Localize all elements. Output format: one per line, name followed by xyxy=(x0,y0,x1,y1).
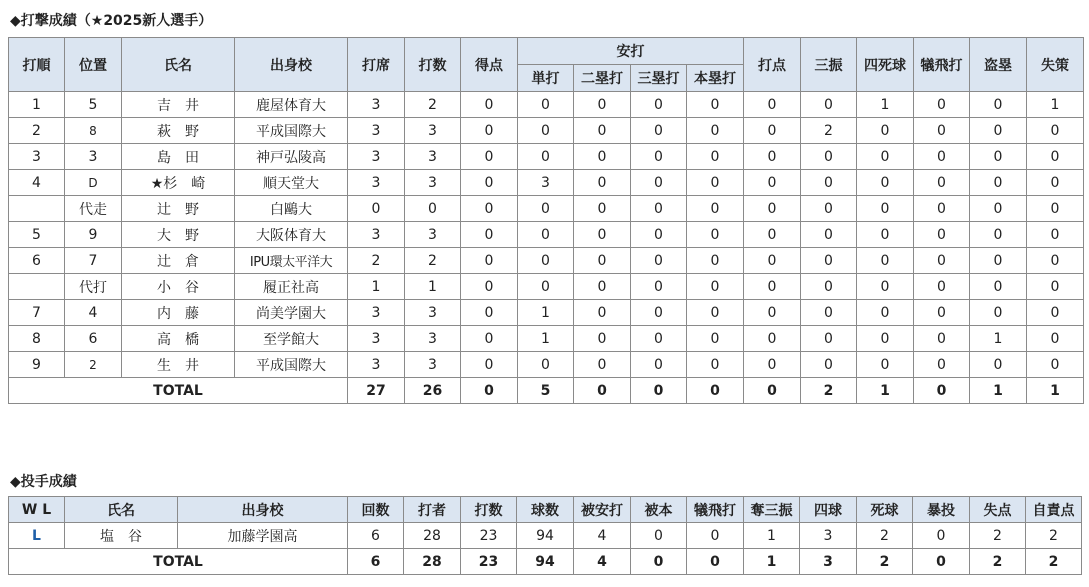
stat-sac-cell: 0 xyxy=(914,144,970,170)
pitch-stat-sac-cell: 0 xyxy=(687,523,744,549)
pitch-stat-hits-cell: 4 xyxy=(574,523,631,549)
stat-double-cell: 0 xyxy=(574,352,631,378)
stat-triple-cell: 0 xyxy=(631,170,687,196)
stat-hr-cell: 0 xyxy=(687,352,744,378)
stat-sb-cell: 0 xyxy=(970,118,1027,144)
table-row xyxy=(9,118,1084,144)
header-hits-group: 安打 xyxy=(518,38,744,65)
player-name-cell: 辻 倉 xyxy=(122,248,235,274)
header-earned-runs: 自責点 xyxy=(1026,497,1082,523)
stat-sb-cell: 0 xyxy=(970,248,1027,274)
header-hr: 本塁打 xyxy=(687,65,744,92)
stat-so-cell: 2 xyxy=(801,118,857,144)
table-row xyxy=(9,523,1082,549)
pitch-total-er-cell: 2 xyxy=(1026,549,1082,575)
player-name-cell: 吉 井 xyxy=(122,92,235,118)
player-name-cell: ★杉 崎 xyxy=(122,170,235,196)
batting-order-cell: 5 xyxy=(9,222,65,248)
stat-rbi-cell: 0 xyxy=(744,274,801,300)
stat-ab-cell: 1 xyxy=(405,274,461,300)
stat-triple-cell: 0 xyxy=(631,300,687,326)
stat-ab-cell: 3 xyxy=(405,118,461,144)
stat-rbi-cell: 0 xyxy=(744,144,801,170)
stat-rbi-cell: 0 xyxy=(744,170,801,196)
pitch-total-hits-cell: 4 xyxy=(574,549,631,575)
stat-sb-cell: 0 xyxy=(970,222,1027,248)
header-triple: 三塁打 xyxy=(631,65,687,92)
stat-pa-cell: 2 xyxy=(348,248,405,274)
position-cell: 3 xyxy=(65,144,122,170)
header-position: 位置 xyxy=(65,38,122,92)
stat-single-cell: 0 xyxy=(518,196,574,222)
header-name: 氏名 xyxy=(122,38,235,92)
header-so: 三振 xyxy=(801,38,857,92)
player-name-cell: 萩 野 xyxy=(122,118,235,144)
stat-single-cell: 0 xyxy=(518,222,574,248)
stat-hr-cell: 0 xyxy=(687,144,744,170)
stat-bb-cell: 0 xyxy=(857,144,914,170)
stat-triple-cell: 0 xyxy=(631,118,687,144)
pitch-total-ab-cell: 23 xyxy=(461,549,517,575)
stat-double-cell: 0 xyxy=(574,144,631,170)
batting-total-row xyxy=(9,378,1084,404)
stat-ab-cell: 3 xyxy=(405,222,461,248)
table-row xyxy=(9,300,1084,326)
stat-bb-cell: 0 xyxy=(857,300,914,326)
stat-bb-cell: 0 xyxy=(857,196,914,222)
header-single: 単打 xyxy=(518,65,574,92)
stat-runs-cell: 0 xyxy=(461,352,518,378)
stat-bb-cell: 0 xyxy=(857,248,914,274)
school-cell: 白鷗大 xyxy=(235,196,348,222)
position-cell: 4 xyxy=(65,300,122,326)
batting-order-cell xyxy=(9,274,65,300)
player-name-cell: 高 橋 xyxy=(122,326,235,352)
pitching-section-title: ◆投手成績 xyxy=(10,474,77,490)
player-name-cell: 内 藤 xyxy=(122,300,235,326)
stat-err-cell: 0 xyxy=(1027,170,1084,196)
stat-pa-cell: 3 xyxy=(348,352,405,378)
player-name-cell: 大 野 xyxy=(122,222,235,248)
stat-rbi-cell: 0 xyxy=(744,300,801,326)
total-sb-cell: 1 xyxy=(970,378,1027,404)
header-pitcher-name: 氏名 xyxy=(65,497,178,523)
stat-hr-cell: 0 xyxy=(687,92,744,118)
position-cell: 5 xyxy=(65,92,122,118)
total-runs-cell: 0 xyxy=(461,378,518,404)
stat-err-cell: 0 xyxy=(1027,274,1084,300)
stat-err-cell: 0 xyxy=(1027,352,1084,378)
pitch-stat-pitches-cell: 94 xyxy=(517,523,574,549)
stat-single-cell: 0 xyxy=(518,248,574,274)
stat-runs-cell: 0 xyxy=(461,196,518,222)
pitch-stat-hr-cell: 0 xyxy=(631,523,687,549)
header-ip: 回数 xyxy=(348,497,404,523)
header-wl: W L xyxy=(9,497,65,523)
stat-rbi-cell: 0 xyxy=(744,222,801,248)
player-name-cell: 生 井 xyxy=(122,352,235,378)
school-cell: 尚美学園大 xyxy=(235,300,348,326)
stat-sb-cell: 0 xyxy=(970,144,1027,170)
stat-bb-cell: 0 xyxy=(857,118,914,144)
stat-rbi-cell: 0 xyxy=(744,118,801,144)
total-pa-cell: 27 xyxy=(348,378,405,404)
total-rbi-cell: 0 xyxy=(744,378,801,404)
header-hits-allowed: 被安打 xyxy=(574,497,631,523)
header-ab: 打数 xyxy=(405,38,461,92)
stat-bb-cell: 0 xyxy=(857,170,914,196)
stat-so-cell: 0 xyxy=(801,196,857,222)
batting-order-cell: 7 xyxy=(9,300,65,326)
position-cell: 代打 xyxy=(65,274,122,300)
pitch-total-sac-cell: 0 xyxy=(687,549,744,575)
stat-runs-cell: 0 xyxy=(461,326,518,352)
stat-single-cell: 0 xyxy=(518,274,574,300)
position-cell: D xyxy=(65,170,122,196)
header-pitches: 球数 xyxy=(517,497,574,523)
stat-single-cell: 1 xyxy=(518,326,574,352)
stat-double-cell: 0 xyxy=(574,170,631,196)
stat-sac-cell: 0 xyxy=(914,326,970,352)
stat-pa-cell: 3 xyxy=(348,118,405,144)
stat-sb-cell: 0 xyxy=(970,92,1027,118)
stat-double-cell: 0 xyxy=(574,196,631,222)
stat-hr-cell: 0 xyxy=(687,248,744,274)
pitch-total-ip-cell: 6 xyxy=(348,549,404,575)
stat-sac-cell: 0 xyxy=(914,92,970,118)
stat-err-cell: 0 xyxy=(1027,248,1084,274)
stat-single-cell: 3 xyxy=(518,170,574,196)
total-hr-cell: 0 xyxy=(687,378,744,404)
stat-sb-cell: 0 xyxy=(970,170,1027,196)
pitching-total-row xyxy=(9,549,1082,575)
stat-double-cell: 0 xyxy=(574,118,631,144)
total-single-cell: 5 xyxy=(518,378,574,404)
stat-single-cell: 0 xyxy=(518,352,574,378)
header-sac: 犠飛打 xyxy=(914,38,970,92)
stat-double-cell: 0 xyxy=(574,274,631,300)
header-err: 失策 xyxy=(1027,38,1084,92)
player-name-cell: 島 田 xyxy=(122,144,235,170)
pitch-total-runs-cell: 2 xyxy=(970,549,1026,575)
stat-runs-cell: 0 xyxy=(461,144,518,170)
total-ab-cell: 26 xyxy=(405,378,461,404)
stat-so-cell: 0 xyxy=(801,274,857,300)
header-strikeouts: 奪三振 xyxy=(744,497,800,523)
pitcher-name-cell: 塩 谷 xyxy=(65,523,178,549)
stat-runs-cell: 0 xyxy=(461,92,518,118)
stat-triple-cell: 0 xyxy=(631,92,687,118)
stat-sac-cell: 0 xyxy=(914,352,970,378)
batting-order-cell: 9 xyxy=(9,352,65,378)
stat-ab-cell: 2 xyxy=(405,92,461,118)
stat-runs-cell: 0 xyxy=(461,118,518,144)
stat-single-cell: 0 xyxy=(518,144,574,170)
batting-order-cell: 1 xyxy=(9,92,65,118)
stat-hr-cell: 0 xyxy=(687,326,744,352)
pitch-stat-wp-cell: 0 xyxy=(913,523,970,549)
stat-triple-cell: 0 xyxy=(631,222,687,248)
pitching-body xyxy=(9,523,1082,575)
stat-runs-cell: 0 xyxy=(461,170,518,196)
stat-sac-cell: 0 xyxy=(914,170,970,196)
stat-pa-cell: 3 xyxy=(348,326,405,352)
stat-so-cell: 0 xyxy=(801,248,857,274)
stat-sb-cell: 0 xyxy=(970,196,1027,222)
stat-ab-cell: 2 xyxy=(405,248,461,274)
stat-hr-cell: 0 xyxy=(687,222,744,248)
stat-bb-cell: 0 xyxy=(857,326,914,352)
stat-single-cell: 1 xyxy=(518,300,574,326)
total-double-cell: 0 xyxy=(574,378,631,404)
stat-runs-cell: 0 xyxy=(461,274,518,300)
stat-sac-cell: 0 xyxy=(914,274,970,300)
stat-pa-cell: 3 xyxy=(348,92,405,118)
stat-rbi-cell: 0 xyxy=(744,92,801,118)
stat-bb-cell: 0 xyxy=(857,352,914,378)
total-triple-cell: 0 xyxy=(631,378,687,404)
header-sb: 盗塁 xyxy=(970,38,1027,92)
school-cell: IPU環太平洋大 xyxy=(235,248,348,274)
table-row xyxy=(9,92,1084,118)
stat-sb-cell: 1 xyxy=(970,326,1027,352)
school-cell: 順天堂大 xyxy=(235,170,348,196)
header-hbp: 死球 xyxy=(857,497,913,523)
stat-pa-cell: 3 xyxy=(348,300,405,326)
stat-triple-cell: 0 xyxy=(631,352,687,378)
stat-hr-cell: 0 xyxy=(687,118,744,144)
stat-hr-cell: 0 xyxy=(687,274,744,300)
stat-err-cell: 0 xyxy=(1027,300,1084,326)
stat-single-cell: 0 xyxy=(518,118,574,144)
pitching-table xyxy=(8,496,1082,575)
header-runs: 得点 xyxy=(461,38,518,92)
stat-so-cell: 0 xyxy=(801,300,857,326)
table-row xyxy=(9,352,1084,378)
stat-err-cell: 1 xyxy=(1027,92,1084,118)
table-row xyxy=(9,196,1084,222)
stat-ab-cell: 3 xyxy=(405,170,461,196)
table-row xyxy=(9,326,1084,352)
stat-hr-cell: 0 xyxy=(687,300,744,326)
stat-so-cell: 0 xyxy=(801,222,857,248)
header-rbi: 打点 xyxy=(744,38,801,92)
stat-double-cell: 0 xyxy=(574,300,631,326)
batting-order-cell: 8 xyxy=(9,326,65,352)
stat-bb-cell: 1 xyxy=(857,92,914,118)
pitch-total-hr-cell: 0 xyxy=(631,549,687,575)
stat-sac-cell: 0 xyxy=(914,196,970,222)
stat-err-cell: 0 xyxy=(1027,144,1084,170)
school-cell: 神戸弘陵高 xyxy=(235,144,348,170)
position-cell: 8 xyxy=(65,118,122,144)
pitching-total-label: TOTAL xyxy=(9,549,348,575)
pitcher-school-cell: 加藤学園高 xyxy=(178,523,348,549)
stat-so-cell: 0 xyxy=(801,92,857,118)
header-double: 二塁打 xyxy=(574,65,631,92)
stat-err-cell: 0 xyxy=(1027,222,1084,248)
stat-double-cell: 0 xyxy=(574,326,631,352)
total-sac-cell: 0 xyxy=(914,378,970,404)
batting-order-cell xyxy=(9,196,65,222)
pitch-stat-er-cell: 2 xyxy=(1026,523,1082,549)
stat-runs-cell: 0 xyxy=(461,300,518,326)
player-name-cell: 辻 野 xyxy=(122,196,235,222)
batting-total-label: TOTAL xyxy=(9,378,348,404)
header-bb: 四死球 xyxy=(857,38,914,92)
stat-ab-cell: 3 xyxy=(405,144,461,170)
stat-runs-cell: 0 xyxy=(461,248,518,274)
position-cell: 9 xyxy=(65,222,122,248)
stat-so-cell: 0 xyxy=(801,144,857,170)
stat-double-cell: 0 xyxy=(574,248,631,274)
batting-order-cell: 3 xyxy=(9,144,65,170)
stat-pa-cell: 3 xyxy=(348,144,405,170)
stat-bb-cell: 0 xyxy=(857,274,914,300)
stat-double-cell: 0 xyxy=(574,222,631,248)
total-err-cell: 1 xyxy=(1027,378,1084,404)
stat-sac-cell: 0 xyxy=(914,222,970,248)
stat-sac-cell: 0 xyxy=(914,118,970,144)
batting-section-title: ◆打撃成績（★2025新人選手） xyxy=(10,13,213,29)
stat-ab-cell: 3 xyxy=(405,300,461,326)
stat-hr-cell: 0 xyxy=(687,170,744,196)
stat-ab-cell: 3 xyxy=(405,326,461,352)
stat-rbi-cell: 0 xyxy=(744,352,801,378)
stat-err-cell: 0 xyxy=(1027,118,1084,144)
stat-sb-cell: 0 xyxy=(970,274,1027,300)
total-so-cell: 2 xyxy=(801,378,857,404)
stat-runs-cell: 0 xyxy=(461,222,518,248)
header-pitcher-ab: 打数 xyxy=(461,497,517,523)
pitch-stat-ab-cell: 23 xyxy=(461,523,517,549)
stat-rbi-cell: 0 xyxy=(744,326,801,352)
school-cell: 平成国際大 xyxy=(235,352,348,378)
batting-order-cell: 6 xyxy=(9,248,65,274)
header-pa: 打席 xyxy=(348,38,405,92)
stat-so-cell: 0 xyxy=(801,352,857,378)
stat-ab-cell: 3 xyxy=(405,352,461,378)
batting-table xyxy=(8,37,1084,404)
stat-pa-cell: 0 xyxy=(348,196,405,222)
stat-ab-cell: 0 xyxy=(405,196,461,222)
stat-triple-cell: 0 xyxy=(631,274,687,300)
pitch-total-hbp-cell: 2 xyxy=(857,549,913,575)
table-row xyxy=(9,170,1084,196)
stat-triple-cell: 0 xyxy=(631,196,687,222)
stat-so-cell: 0 xyxy=(801,326,857,352)
pitch-total-so-cell: 1 xyxy=(744,549,800,575)
table-row xyxy=(9,274,1084,300)
stat-sac-cell: 0 xyxy=(914,248,970,274)
stat-bb-cell: 0 xyxy=(857,222,914,248)
batting-order-cell: 2 xyxy=(9,118,65,144)
header-hr-allowed: 被本 xyxy=(631,497,687,523)
pitch-total-wp-cell: 0 xyxy=(913,549,970,575)
batting-order-cell: 4 xyxy=(9,170,65,196)
stat-double-cell: 0 xyxy=(574,92,631,118)
batting-body xyxy=(9,92,1084,404)
stat-pa-cell: 3 xyxy=(348,222,405,248)
pitch-stat-ip-cell: 6 xyxy=(348,523,404,549)
stat-triple-cell: 0 xyxy=(631,326,687,352)
stat-sb-cell: 0 xyxy=(970,352,1027,378)
stat-rbi-cell: 0 xyxy=(744,196,801,222)
header-school: 出身校 xyxy=(235,38,348,92)
stat-pa-cell: 1 xyxy=(348,274,405,300)
position-cell: 代走 xyxy=(65,196,122,222)
position-cell: 7 xyxy=(65,248,122,274)
header-runs-allowed: 失点 xyxy=(970,497,1026,523)
stat-err-cell: 0 xyxy=(1027,196,1084,222)
stat-so-cell: 0 xyxy=(801,170,857,196)
table-row xyxy=(9,144,1084,170)
school-cell: 履正社高 xyxy=(235,274,348,300)
player-name-cell: 小 谷 xyxy=(122,274,235,300)
pitch-stat-so-cell: 1 xyxy=(744,523,800,549)
stat-pa-cell: 3 xyxy=(348,170,405,196)
position-cell: 6 xyxy=(65,326,122,352)
stat-triple-cell: 0 xyxy=(631,248,687,274)
school-cell: 鹿屋体育大 xyxy=(235,92,348,118)
stat-err-cell: 0 xyxy=(1027,326,1084,352)
pitch-total-bb-cell: 3 xyxy=(800,549,857,575)
total-bb-cell: 1 xyxy=(857,378,914,404)
pitch-stat-bf-cell: 28 xyxy=(404,523,461,549)
school-cell: 大阪体育大 xyxy=(235,222,348,248)
school-cell: 平成国際大 xyxy=(235,118,348,144)
stat-sb-cell: 0 xyxy=(970,300,1027,326)
table-row xyxy=(9,222,1084,248)
header-bf: 打者 xyxy=(404,497,461,523)
pitch-total-pitches-cell: 94 xyxy=(517,549,574,575)
header-wild-pitch: 暴投 xyxy=(913,497,970,523)
win-loss-cell: L xyxy=(9,523,65,549)
header-order: 打順 xyxy=(9,38,65,92)
pitch-stat-hbp-cell: 2 xyxy=(857,523,913,549)
pitch-total-bf-cell: 28 xyxy=(404,549,461,575)
pitch-stat-bb-cell: 3 xyxy=(800,523,857,549)
pitch-stat-runs-cell: 2 xyxy=(970,523,1026,549)
school-cell: 至学館大 xyxy=(235,326,348,352)
stat-sac-cell: 0 xyxy=(914,300,970,326)
stat-rbi-cell: 0 xyxy=(744,248,801,274)
stat-triple-cell: 0 xyxy=(631,144,687,170)
stat-single-cell: 0 xyxy=(518,92,574,118)
position-cell: 2 xyxy=(65,352,122,378)
header-pitcher-school: 出身校 xyxy=(178,497,348,523)
header-walks: 四球 xyxy=(800,497,857,523)
stat-hr-cell: 0 xyxy=(687,196,744,222)
table-row xyxy=(9,248,1084,274)
header-pitcher-sac: 犠飛打 xyxy=(687,497,744,523)
